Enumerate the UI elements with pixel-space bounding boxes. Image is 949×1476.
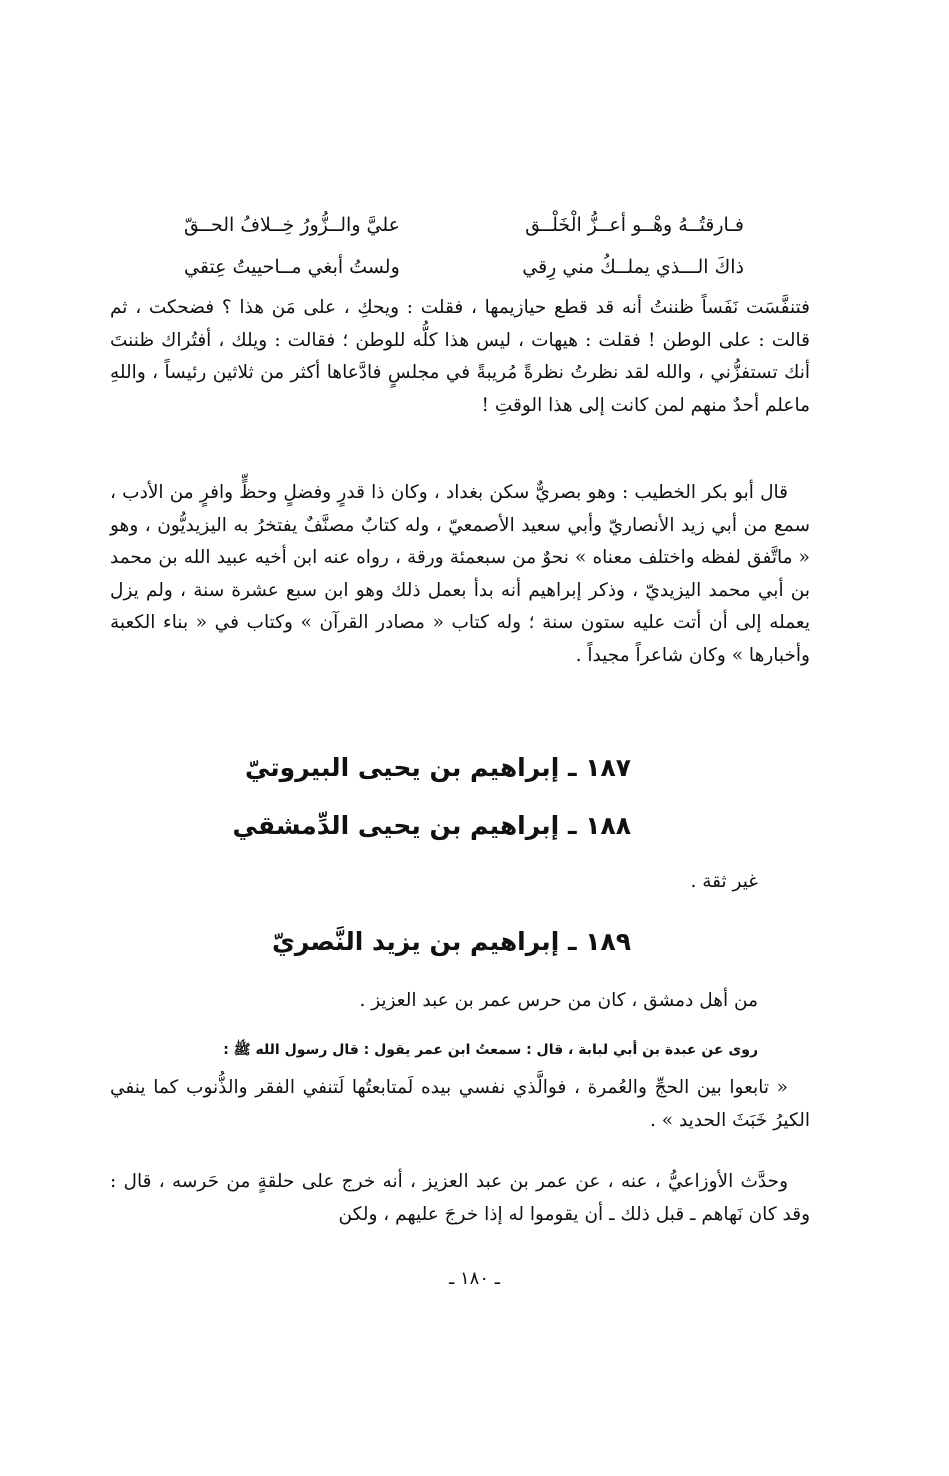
entry-188-text: غير ثقة . [690, 871, 758, 892]
entry-189-text: من أهل دمشق ، كان من حرس عمر بن عبد العزيز . [359, 990, 758, 1011]
verse-2-first-hemistich: ذاكَ الـــذي يملــكُ مني رِقي [522, 256, 744, 278]
poem-verse-1 [184, 208, 744, 242]
entry-heading-187: ١٨٧ ـ إبراهيم بن يحيى البيروتيّ [245, 753, 631, 782]
paragraph-story: فتنفَّسَت نَفَساً ظننتُ أنه قد قطع حيازيمها ، فقلت : ويحكِ ، على مَن هذا ؟ فضحكت ، ثم قالت : على الوطن ! فقلت : هيهات ، ليس هذا كلُّه للوطن ؛ فقالت : ويلك ، أفتُراك ظننتَ أنك تستفزُّني ، والله لقد نظرتُ نظرةً مُريبةً في مجلسٍ فادَّعاها أكثر من ثلاثين رئيساً ، واللهِ ماعلم أحدٌ منهم لمن كانت إلى هذا الوقتِ ! [110, 297, 810, 416]
entry-heading-188: ١٨٨ ـ إبراهيم بن يحيى الدِّمشقي [232, 811, 631, 840]
verse-1-second-hemistich: عليَّ والــزُّورُ خِــلافُ الحــقّ [184, 214, 401, 236]
paragraph-awzai: وحدَّث الأوزاعيُّ ، عنه ، عن عمر بن عبد العزيز ، أنه خرج على حلقةٍ من حَرسه ، قال : وقد كان نَهاهم ـ قبل ذلك ـ أن يقوموا له إذا خرجَ عليهم ، ولكن [110, 1171, 810, 1225]
entry-heading-189: ١٨٩ ـ إبراهيم بن يزيد النَّصريّ [272, 927, 631, 956]
verse-1-first-hemistich: فـارقتُــهُ وهْــو أعــزُّ الْخَلْــق [525, 214, 744, 236]
paragraph-biography-khatib: قال أبو بكر الخطيب : وهو بصريٌّ سكن بغداد ، وكان ذا قدرٍ وفضلٍ وحظٍّ وافرٍ من الأدب ، سمع من أبي زيد الأنصاريّ وأبي سعيد الأصمعيّ ، وله كتابٌ مصنَّفٌ يفتخرُ به اليزيديُّون ، وهو « ماتَّفق لفظه واختلف معناه » نحوٌ من سبعمئة ورقة ، رواه عنه ابن أخيه عبيد الله بن محمد بن أبي محمد اليزيديّ ، وذكر إبراهيم أنه بدأ بعمل ذلك وهو ابن سبع عشرة سنة ، ولم يزل يعمله إلى أن أتت عليه ستون سنة ؛ وله كتاب « مصادر القرآن » وكتاب في « بناء الكعبة وأخبارها » وكان شاعراً مجيداً . [110, 482, 810, 666]
page-number: ـ ١٨٠ ـ [448, 1268, 500, 1289]
verse-2-second-hemistich: ولستُ أبغي مــاحييتُ عِتقي [184, 256, 400, 278]
poem-verse-2 [184, 250, 744, 284]
hadith-text: « تابعوا بين الحجِّ والعُمرة ، فوالَّذي نفسي بيده لَمتابعتُها لَتنفي الفقر والذُّنوب كما ينفي الكيرُ خَبَثَ الحديد » . [110, 1077, 810, 1131]
hadith-isnad: روى عن عبدة بن أبي لبابة ، قال : سمعتُ ابن عمر يقول : قال رسول الله ﷺ : [223, 1042, 758, 1058]
